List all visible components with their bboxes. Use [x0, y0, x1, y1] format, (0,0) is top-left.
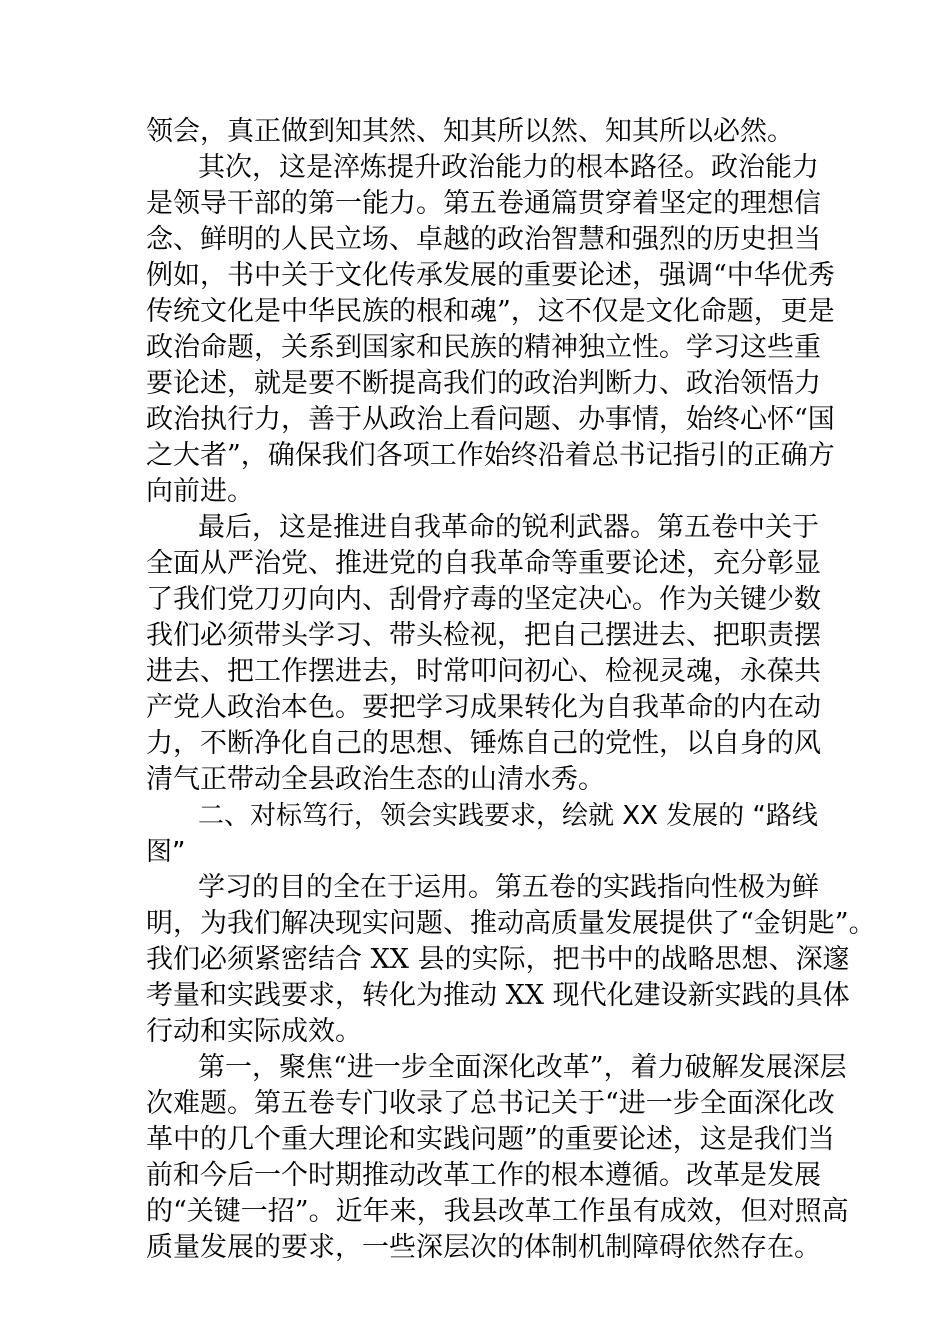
text-line-6: 传统文化是中华民族的根和魂”，这不仅是文化命题，更是 — [146, 296, 835, 327]
text-line-29: 革中的几个重大理论和实践问题”的重要论述，这是我们当 — [146, 1124, 835, 1155]
text-line-4: 念、鲜明的人民立场、卓越的政治智慧和强烈的历史担当 — [146, 224, 821, 255]
text-line-2: 其次，这是淬炼提升政治能力的根本路径。政治能力 — [198, 152, 819, 183]
text-line-31: 的“关键一招”。近年来，我县改革工作虽有成效，但对照高 — [146, 1196, 849, 1227]
section-heading-continued: 图” — [146, 837, 186, 867]
text-line-25: 考量和实践要求，转化为推动 XX 现代化建设新实践的具体 — [146, 980, 850, 1011]
text-line-3: 是领导干部的第一能力。第五卷通篇贯穿着坚定的理想信 — [146, 188, 821, 219]
text-line-24: 我们必须紧密结合 XX 县的实际，把书中的战略思想、深邃 — [146, 944, 850, 975]
document-body — [146, 114, 876, 1266]
text-line-28: 次难题。第五卷专门收录了总书记关于“进一步全面深化改 — [146, 1088, 835, 1119]
text-line-19: 清气正带动全县政治生态的山清水秀。 — [146, 764, 605, 795]
text-line-7: 政治命题，关系到国家和民族的精神独立性。学习这些重 — [146, 332, 821, 363]
text-line-1: 领会，真正做到知其然、知其所以然、知其所以必然。 — [146, 116, 794, 147]
text-line-23: 明，为我们解决现实问题、推动高质量发展提供了“金钥匙”。 — [146, 908, 876, 939]
text-line-27: 第一，聚焦“进一步全面深化改革”，着力破解发展深层 — [198, 1052, 847, 1083]
text-line-5: 例如，书中关于文化传承发展的重要论述，强调“中华优秀 — [146, 260, 835, 291]
text-line-12: 最后，这是推进自我革命的锐利武器。第五卷中关于 — [198, 512, 819, 543]
text-line-30: 前和今后一个时期推动改革工作的根本遵循。改革是发展 — [146, 1160, 821, 1191]
text-line-11: 向前进。 — [146, 476, 254, 507]
text-line-18: 力，不断净化自己的思想、锤炼自己的党性，以自身的风 — [146, 728, 821, 759]
text-line-8: 要论述，就是要不断提高我们的政治判断力、政治领悟力 — [146, 368, 821, 399]
text-line-10: 之大者”，确保我们各项工作始终沿着总书记指引的正确方 — [146, 440, 835, 471]
text-line-15: 我们必须带头学习、带头检视，把自己摆进去、把职责摆 — [146, 620, 821, 651]
text-line-22: 学习的目的全在于运用。第五卷的实践指向性极为鲜 — [198, 872, 819, 903]
text-line-9: 政治执行力，善于从政治上看问题、办事情，始终心怀“国 — [146, 404, 835, 435]
text-line-16: 进去、把工作摆进去，时常叩问初心、检视灵魂，永葆共 — [146, 656, 821, 687]
text-line-13: 全面从严治党、推进党的自我革命等重要论述，充分彰显 — [146, 548, 821, 579]
text-line-14: 了我们党刀刃向内、刮骨疗毒的坚定决心。作为关键少数 — [146, 584, 821, 615]
text-line-32: 质量发展的要求，一些深层次的体制机制障碍依然存在。 — [146, 1232, 821, 1263]
section-heading: 二、对标笃行，领会实践要求，绘就 XX 发展的 “路线 — [198, 801, 818, 831]
text-line-17: 产党人政治本色。要把学习成果转化为自我革命的内在动 — [146, 692, 821, 723]
text-line-26: 行动和实际成效。 — [146, 1016, 362, 1047]
